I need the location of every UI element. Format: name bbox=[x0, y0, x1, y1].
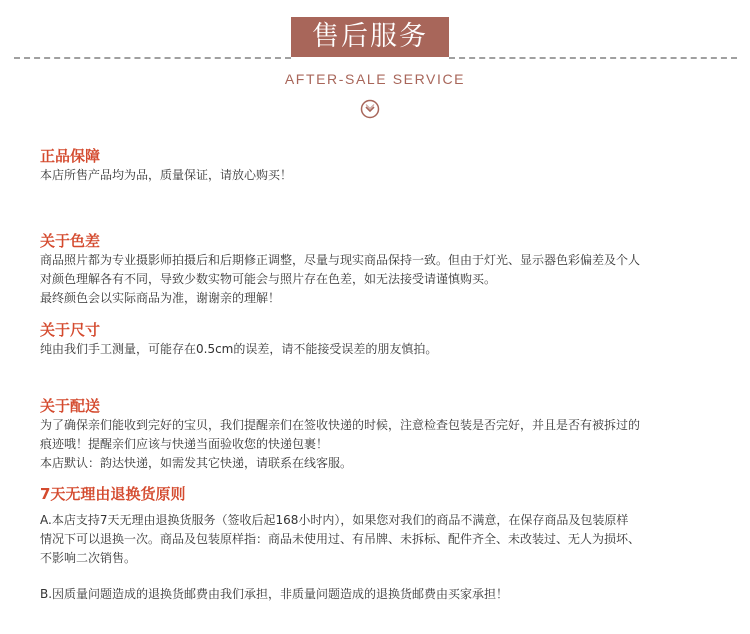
section-heading: 关于配送 bbox=[40, 397, 101, 415]
section-body: 为了确保亲们能收到完好的宝贝，我们提醒亲们在签收快递的时候，注意检查包装是否完好，并且是否有被拆过的 痕迹哦！提醒亲们应该与快递当面验收您的快递包裹！ 本店默认：韵达快递，如需发其它快递，请联系在线客服。 bbox=[40, 418, 641, 470]
header-divider-right bbox=[449, 57, 737, 59]
chevron-down-circle-icon bbox=[360, 99, 380, 119]
header-divider-left bbox=[14, 57, 291, 59]
section-heading: 关于色差 bbox=[40, 232, 101, 250]
section-body: 纯由我们手工测量，可能存在0.5cm的误差，请不能接受误差的朋友慎拍。 bbox=[40, 342, 438, 356]
section-body: 本店所售产品均为品，质量保证，请放心购买！ bbox=[40, 168, 293, 182]
section-heading: 7天无理由退换货原则 bbox=[40, 485, 186, 503]
section-heading: 正品保障 bbox=[40, 147, 101, 165]
section-return-policy bbox=[40, 484, 680, 604]
section-delivery bbox=[40, 396, 680, 473]
section-authenticity bbox=[40, 146, 680, 185]
section-body: 商品照片都为专业摄影师拍摄后和后期修正调整，尽量与现实商品保持一致。但由于灯光、显示器色彩偏差及个人 对颜色理解各有不同，导致少数实物可能会与照片存在色差，如无法接受请谨慎购买。 最终颜色会以实际商品为准，谢谢亲的理解！ bbox=[40, 253, 641, 305]
section-color-difference bbox=[40, 231, 680, 308]
page-title: 售后服务 bbox=[291, 17, 449, 57]
section-heading: 关于尺寸 bbox=[40, 321, 101, 339]
page-subtitle: AFTER-SALE SERVICE bbox=[284, 71, 466, 87]
section-size bbox=[40, 320, 680, 359]
section-body: A.本店支持7天无理由退换货服务（签收后起168小时内），如果您对我们的商品不满意，在保存商品及包装原样 情况下可以退换一次。商品及包装原样指：商品未使用过、有吊牌、未拆标、配件齐全、未改装过、无人为损坏、 不影响二次销售。 bbox=[40, 513, 641, 565]
section-body-b: B.因质量问题造成的退换货邮费由我们承担，非质量问题造成的退换货邮费由买家承担！ bbox=[40, 587, 509, 601]
